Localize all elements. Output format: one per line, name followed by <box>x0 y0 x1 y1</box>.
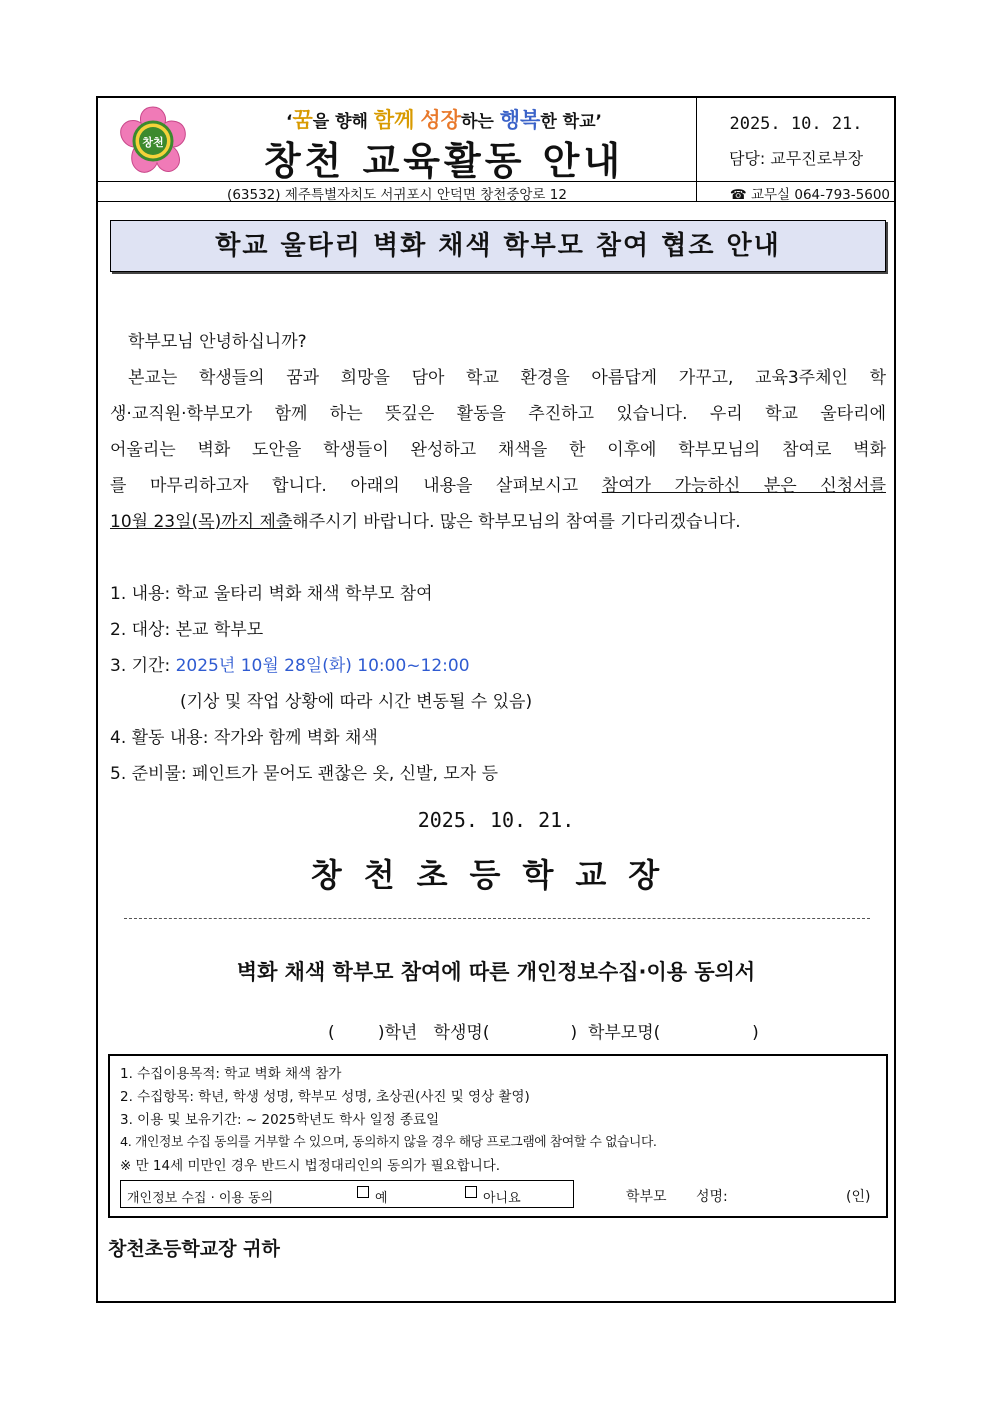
yes-label: 예 <box>375 1191 388 1206</box>
consent-line: 4. 개인정보 수집 동의를 거부할 수 있으며, 동의하지 않을 경우 해당 프로그램에 참여할 수 없습니다. <box>120 1135 657 1150</box>
letter-body <box>110 324 886 540</box>
event-datetime: 2025년 10월 28일(화) 10:00~12:00 <box>175 656 470 676</box>
list-item-note: (기상 및 작업 상황에 따라 시간 변동될 수 있음) <box>180 692 533 712</box>
cut-line-divider <box>124 918 870 919</box>
list-item: 3. 기간: 2025년 10월 28일(화) 10:00~12:00 <box>110 656 470 676</box>
consent-line: ※ 만 14세 미만인 경우 반드시 법정대리인의 동의가 필요합니다. <box>120 1158 501 1174</box>
details-list <box>110 576 886 792</box>
header-department: 담당: 교무진로부장 <box>728 149 864 168</box>
document-title: 학교 울타리 벽화 채색 학부모 참여 협조 안내 <box>110 220 886 272</box>
consent-line: 3. 이용 및 보유기간: ~ 2025학년도 학사 일정 종료일 <box>120 1112 440 1128</box>
school-emblem-icon <box>116 104 190 178</box>
body-line-4: 를 마무리하고자 합니다. 아래의 내용을 살펴보시고 참여가 가능하신 분은 신청서를 <box>110 476 886 496</box>
consent-fill-fields[interactable]: ( )학년 학생명( ) 학부모명( ) <box>328 1023 759 1043</box>
signature-principal: 창천초등학교장 <box>310 856 682 894</box>
parent-name-field[interactable]: 성명: <box>696 1189 728 1205</box>
consent-terms-box <box>108 1054 888 1218</box>
school-slogan: ‘꿈을 향해 함께 성장하는 행복한 학교’ <box>286 108 602 132</box>
parent-label: 학부모 <box>626 1189 667 1205</box>
signature-date: 2025. 10. 21. <box>417 808 575 832</box>
document-frame <box>96 96 896 1303</box>
addressee: 창천초등학교장 귀하 <box>108 1238 280 1260</box>
deadline-date: 10월 23일(목)까지 제출 <box>110 512 293 532</box>
emblem-text: 창천 <box>142 136 164 149</box>
newsletter-title: 창천 교육활동 안내 <box>263 139 625 183</box>
no-label: 아니요 <box>483 1191 521 1206</box>
header-info-cell <box>696 98 894 182</box>
greeting: 학부모님 안녕하십니까? <box>128 332 307 352</box>
consent-line: 1. 수집이용목적: 학교 벽화 채색 참가 <box>120 1066 342 1082</box>
consent-form-title: 벽화 채색 학부모 참여에 따른 개인정보수집·이용 동의서 <box>236 960 756 984</box>
list-item: 1. 내용: 학교 울타리 벽화 채색 학부모 참여 <box>110 584 433 604</box>
list-item: 4. 활동 내용: 작가와 함께 벽화 채색 <box>110 728 378 748</box>
yes-checkbox[interactable] <box>357 1186 369 1198</box>
list-item: 5. 준비물: 페인트가 묻어도 괜찮은 옷, 신발, 모자 등 <box>110 764 499 784</box>
body-line-2: 생·교직원·학부모가 함께 하는 뜻깊은 활동을 추진하고 있습니다. 우리 학교 울타리에 <box>110 404 886 424</box>
header-date: 2025. 10. 21. <box>729 114 863 134</box>
consent-agree-row <box>120 1180 574 1208</box>
deadline-emphasis: 참여가 가능하신 분은 신청서를 <box>601 476 886 496</box>
body-line-5: 10월 23일(목)까지 제출해주시기 바랍니다. 많은 학부모님의 참여를 기다리겠습니다. <box>110 512 741 532</box>
no-checkbox[interactable] <box>465 1186 477 1198</box>
school-phone: ☎ 교무실 064-793-5600 <box>696 182 894 201</box>
school-address: (63532) 제주특별자치도 서귀포시 안덕면 창천중앙로 12 <box>227 187 567 203</box>
seal-mark: (인) <box>846 1189 871 1205</box>
agree-label: 개인정보 수집 · 이용 동의 <box>127 1191 274 1206</box>
body-line-1: 본교는 학생들의 꿈과 희망을 담아 학교 환경을 아름답게 가꾸고, 교육3주체인 학 <box>128 368 886 388</box>
letterhead <box>98 98 894 182</box>
body-line-3: 어울리는 벽화 도안을 학생들이 완성하고 채색을 한 이후에 학부모님의 참여로 벽화 <box>110 440 886 460</box>
address-row <box>98 182 894 202</box>
list-item: 2. 대상: 본교 학부모 <box>110 620 264 640</box>
consent-line: 2. 수집항목: 학년, 학생 성명, 학부모 성명, 초상권(사진 및 영상 촬영) <box>120 1089 530 1105</box>
